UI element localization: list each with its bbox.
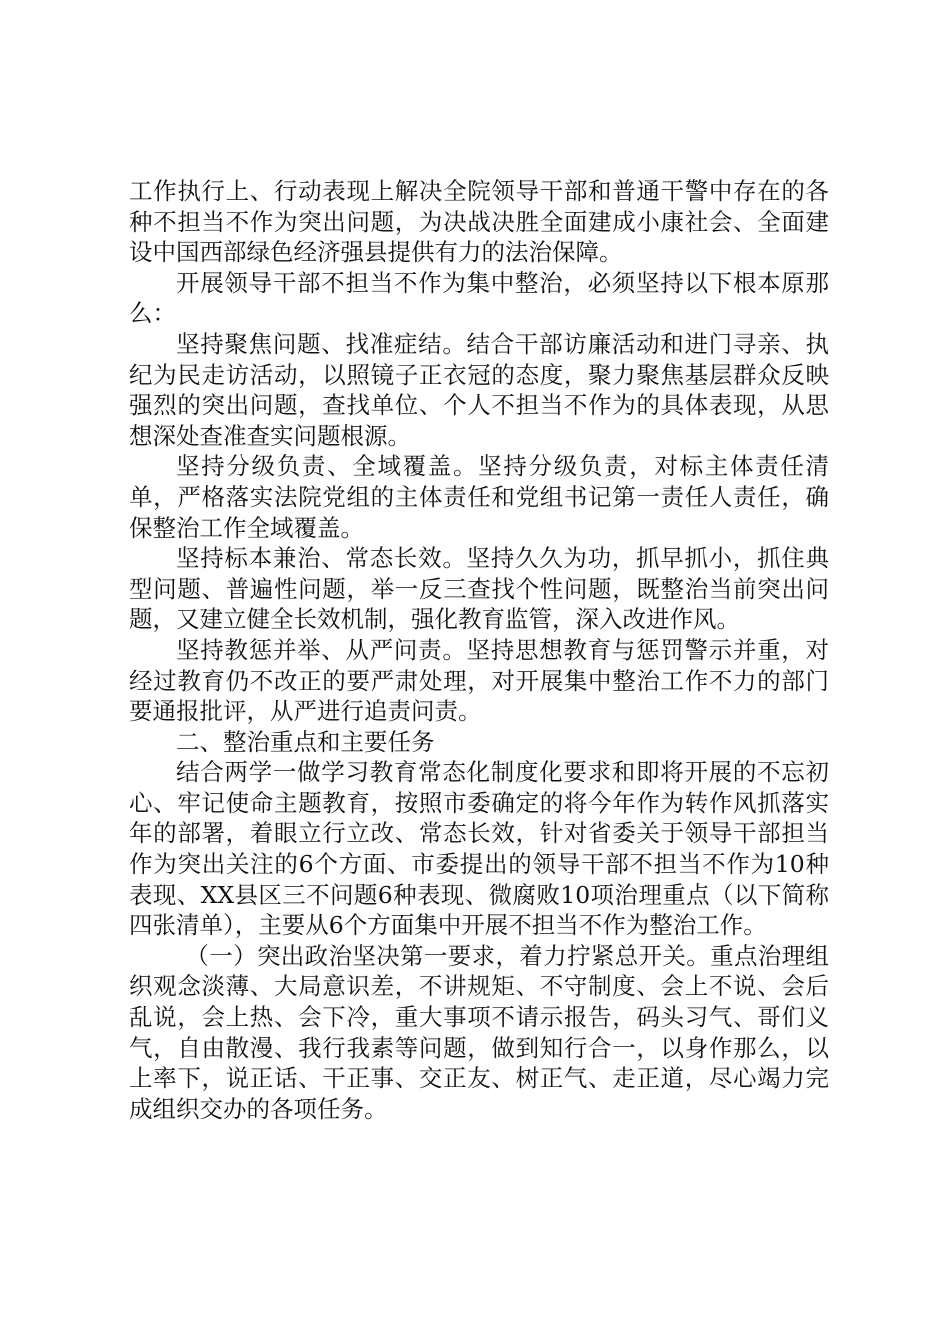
paragraph-principles-intro: 开展领导干部不担当不作为集中整治，必须坚持以下根本原那么： xyxy=(129,268,829,328)
paragraph-continuation: 工作执行上、行动表现上解决全院领导干部和普通干警中存在的各种不担当不作为突出问题，为决战决胜全面建成小康社会、全面建设中国西部绿色经济强县提供有力的法治保障。 xyxy=(129,177,829,267)
section-heading: 二、整治重点和主要任务 xyxy=(176,727,435,756)
paragraph-tasks-overview: 结合两学一做学习教育常态化制度化要求和即将开展的不忘初心、牢记使命主题教育，按照市委确定的将今年作为转作风抓落实年的部署，着眼立行立改、常态长效，针对省委关于领导干部担当作为突出关注的6个方面、市委提出的领导干部不担当不作为10种表现、XX县区三不问题6种表现、微腐败10项治理重点（以下简称四张清单），主要从6个方面集中开展不担当不作为整治工作。 xyxy=(129,758,829,940)
paragraph-principle-accountability: 坚持教惩并举、从严问责。坚持思想教育与惩罚警示并重，对经过教育仍不改正的要严肃处理，对开展集中整治工作不力的部门要通报批评，从严进行追责问责。 xyxy=(129,635,829,726)
paragraph-principle-focus: 坚持聚焦问题、找准症结。结合干部访廉活动和进门寻亲、执纪为民走访活动，以照镜子正衣冠的态度，聚力聚焦基层群众反映强烈的突出问题，查找单位、个人不担当不作为的具体表现，从思想深处查准查实问题根源。 xyxy=(129,329,829,450)
paragraph-task-one: （一）突出政治坚决第一要求，着力拧紧总开关。重点治理组织观念淡薄、大局意识差，不讲规矩、不守制度、会上不说、会后乱说，会上热、会下冷，重大事项不请示报告，码头习气、哥们义气，自由散漫、我行我素等问题，做到知行合一，以身作那么，以上率下，说正话、干正事、交正友、树正气、走正道，尽心竭力完成组织交办的各项任务。 xyxy=(129,941,829,1123)
paragraph-principle-responsibility: 坚持分级负责、全域覆盖。坚持分级负责，对标主体责任清单，严格落实法院党组的主体责任和党组书记第一责任人责任，确保整治工作全域覆盖。 xyxy=(129,452,829,542)
paragraph-principle-longterm: 坚持标本兼治、常态长效。坚持久久为功，抓早抓小，抓住典型问题、普遍性问题，举一反三查找个性问题，既整治当前突出问题，又建立健全长效机制，强化教育监管，深入改进作风。 xyxy=(129,544,829,634)
document-body xyxy=(129,176,829,1124)
